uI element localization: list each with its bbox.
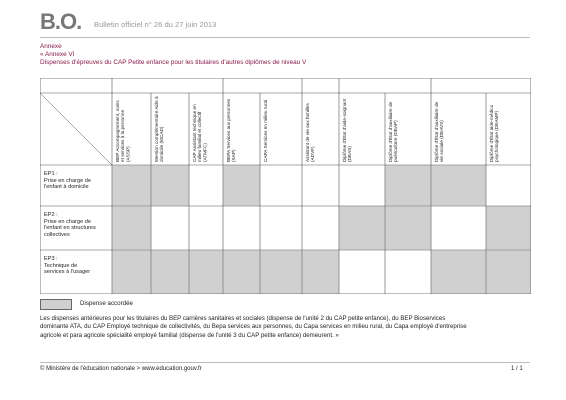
grid-line (40, 93, 112, 165)
note-paragraph (40, 315, 532, 340)
diploma-header: BEP Accompagnement, soins et services à la personne (ASSP) (115, 100, 131, 162)
annexe-heading (40, 43, 306, 67)
diploma-header: CAPA Services en milieu rural (263, 99, 268, 162)
page-number: 1 / 1 (511, 366, 523, 372)
diploma-header: Diplôme d'État d'auxiliaire de puériculture (DEAP) (388, 101, 399, 162)
footer-divider (40, 362, 530, 363)
dispense-cell (151, 165, 188, 205)
diploma-header: Diplôme d'État d'auxiliaire de vie sociale (DEAVS) (434, 101, 445, 162)
dispense-cell (385, 206, 430, 249)
dispense-cell (431, 165, 485, 205)
dispense-cell (486, 250, 530, 293)
epreuve-row-label: EP2 : Prise en charge de l'enfant en structures collectives (44, 212, 96, 238)
note-line: dominante ATA, du CAP Employé technique de collectivités, du Bepa services aux personnes, du Capa services en milieu rural, du Capa employé d'entreprise (40, 323, 467, 331)
dispense-table (40, 78, 531, 294)
diploma-header: Diplôme d'État aide-médico psychologique (DEAMP) (489, 104, 500, 162)
note-line: agricole et para agricole spécialité employé familial (dispense de l'unité 3 du CAP petite enfance) demeurent. » (40, 331, 339, 339)
dispense-cell (112, 206, 150, 249)
dispense-cell (112, 250, 150, 293)
diploma-header: Diplôme d'État d'aide-soignant (DEAS) (342, 98, 353, 162)
note-line: Les dispenses antérieures pour les titulaires du BEP carrières sanitaires et sociales (dispense de l'unité 2 du CAP petite enfance), du BEP Bioservices (40, 315, 446, 322)
annexe-label: Annexe (40, 43, 62, 50)
bo-logo: B.O. (40, 9, 82, 34)
diploma-header: BEPA Services aux personnes (SAP) (226, 98, 237, 162)
header-divider (40, 37, 530, 38)
diploma-header: Assistant de vie aux familles (ADVF) (305, 103, 316, 162)
legend-label: Dispense accordée (80, 300, 133, 307)
dispense-cell (223, 250, 259, 293)
annexe-title: Dispenses d'épreuves du CAP Petite enfance pour les titulaires d'autres diplômes de niveau V (40, 59, 307, 66)
legend-swatch (40, 299, 72, 310)
dispense-cell (385, 165, 430, 205)
dispense-cell (223, 165, 259, 205)
footer-copyright: © Ministère de l'éducation nationale > www.education.gouv.fr (40, 366, 202, 372)
epreuve-row-label: EP1 : Prise en charge de l'enfant à domicile (44, 171, 91, 191)
dispense-cell (486, 206, 530, 249)
dispense-cell (302, 250, 338, 293)
header (40, 11, 530, 33)
dispense-cell (112, 165, 150, 205)
annexe-number: « Annexe VI (40, 51, 75, 58)
bulletin-title: Bulletin officiel n° 26 du 27 juin 2013 (94, 20, 217, 29)
diploma-header: CAP Assistant technique en milieu familial et collectif (ATMFC) (192, 104, 208, 162)
epreuve-row-label: EP3 : Technique de services à l'usager (44, 256, 91, 276)
dispense-cell (151, 250, 188, 293)
dispense-cell (431, 250, 485, 293)
diploma-header: Mention complémentaire Aide à domicile (MCAD) (154, 96, 165, 162)
dispense-cell (260, 250, 301, 293)
dispense-cell (339, 206, 384, 249)
dispense-cell (189, 250, 222, 293)
